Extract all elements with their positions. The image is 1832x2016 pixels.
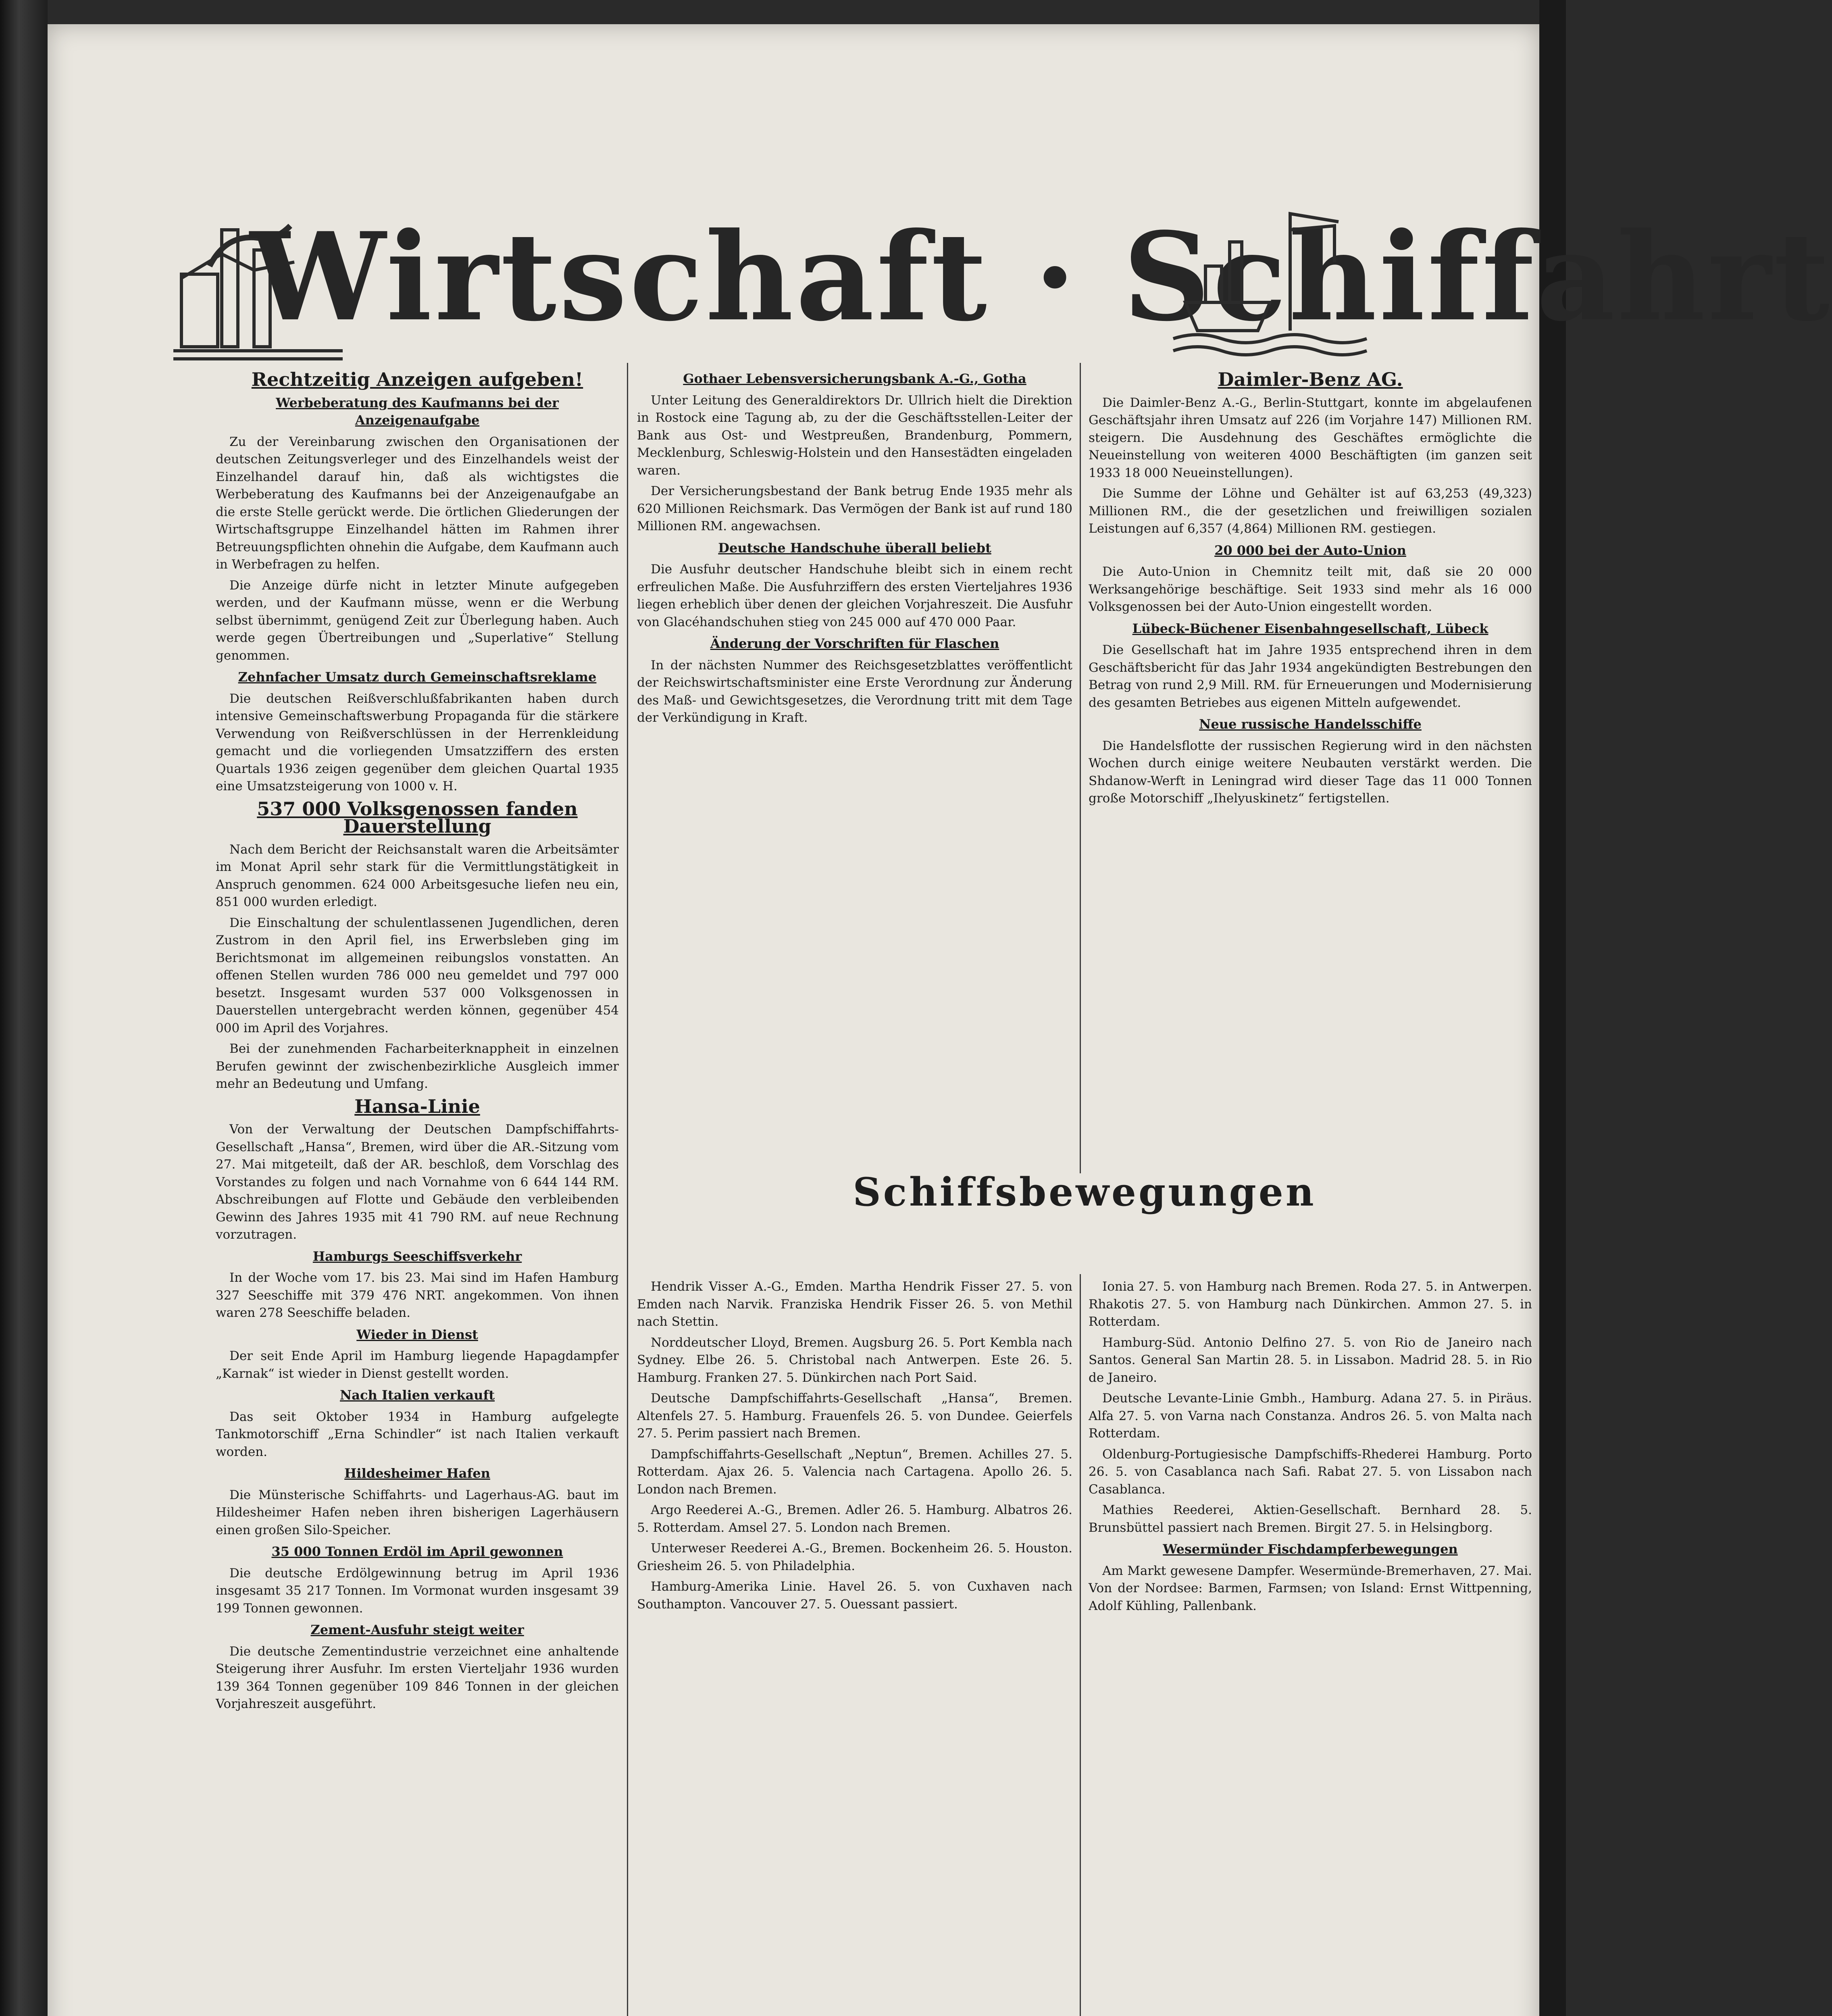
shipping-entry: Hendrik Visser A.-G., Emden. Martha Hendrik Fisser 27. 5. von Emden nach Narvik. Franziska Hendrik Fisser 26. 5. von Methil nach Stettin. <box>637 1279 1072 1329</box>
article-headline: Änderung der Vorschriften für Flaschen <box>710 636 999 651</box>
article-paragraph: Die Münsterische Schiffahrts- und Lagerhaus-AG. baut im Hildesheimer Hafen neben ihren bisherigen Lagerhäusern einen großen Silo-Speicher. <box>216 1487 619 1537</box>
article-headline: 35 000 Tonnen Erdöl im April gewonnen <box>271 1544 563 1559</box>
article-paragraph: Die deutsche Zementindustrie verzeichnet eine anhaltende Steigerung ihrer Ausfuhr. Im ersten Vierteljahr 1936 wurden 139 364 Tonnen gegenüber 109 846 Tonnen in der gleichen Vorjahreszeit ausgeführt. <box>216 1644 619 1711</box>
shipping-entry: Hamburg-Süd. Antonio Delfino 27. 5. von Rio de Janeiro nach Santos. General San Martin 28. 5. in Lissabon. Madrid 28. 5. in Rio de Janeiro. <box>1089 1335 1532 1385</box>
article-paragraph: Die Anzeige dürfe nicht in letzter Minute aufgegeben werden, und der Kaufmann müsse, wenn er die Werbung selbst übernimmt, genügend Zeit zur Überlegung haben. Auch werde gegen Übertreibungen und „Superlative“ Stellung genommen. <box>216 578 619 663</box>
shipping-column-right <box>1089 1278 1532 1618</box>
article-headline: Rechtzeitig Anzeigen aufgeben! <box>251 369 583 390</box>
article-paragraph: Nach dem Bericht der Reichsanstalt waren die Arbeitsämter im Monat April sehr stark für die Vermittlungstätigkeit in Anspruch genommen. 624 000 Arbeitsgesuche liefen neu ein, 851 000 wurden erledigt. <box>216 842 619 909</box>
article-paragraph: Die deutschen Reißverschlußfabrikanten haben durch intensive Gemeinschaftswerbung Propaganda für die stärkere Verwendung von Reißverschlüssen in der Herrenkleidung gemacht und die vorliegenden Umsatzziffern des ersten Quartals 1936 zeigen gegenüber dem gleichen Quartal 1935 eine Umsatzsteigerung von 1000 v. H. <box>216 691 619 793</box>
article-headline: Neue russische Handelsschiffe <box>1199 716 1422 732</box>
article-paragraph: Das seit Oktober 1934 in Hamburg aufgelegte Tankmotorschiff „Erna Schindler“ ist nach Italien verkauft worden. <box>216 1409 619 1459</box>
shipping-entry: Deutsche Dampfschiffahrts-Gesellschaft „Hansa“, Bremen. Altenfels 27. 5. Hamburg. Frauenfels 26. 5. von Dundee. Geierfels 27. 5. Perim passiert nach Bremen. <box>637 1391 1072 1441</box>
column-middle <box>637 366 1072 730</box>
article-headline: Zement-Ausfuhr steigt weiter <box>310 1622 524 1637</box>
article-paragraph: Bei der zunehmenden Facharbeiterknappheit in einzelnen Berufen gewinnt der zwischenbezirkliche Ausgleich immer mehr an Bedeutung und Umfang. <box>216 1041 619 1091</box>
article-subheadline: Werbeberatung des Kaufmanns bei der Anzeigenaufgabe <box>276 395 559 428</box>
shipping-entry: Deutsche Levante-Linie Gmbh., Hamburg. Adana 27. 5. in Piräus. Alfa 27. 5. von Varna nach Constanza. Andros 26. 5. von Malta nach Rotterdam. <box>1089 1391 1532 1441</box>
article-paragraph: Die Daimler-Benz A.-G., Berlin-Stuttgart, konnte im abgelaufenen Geschäftsjahr ihren Umsatz auf 226 (im Vorjahre 147) Millionen RM. steigern. Die Ausdehnung des Geschäftes ermöglichte die Neueinstellung von weiteren 4000 Beschäftigten (im ganzen seit 1933 18 000 Neueinstellungen). <box>1089 395 1532 480</box>
column-right <box>1089 366 1532 811</box>
column-left <box>216 366 619 1716</box>
shipping-entry: Am Markt gewesene Dampfer. Wesermünde-Bremerhaven, 27. Mai. Von der Nordsee: Barmen, Farmsen; von Island: Ernst Wittpenning, Adolf Kühling, Pallenbank. <box>1089 1563 1532 1613</box>
article-headline: Hamburgs Seeschiffsverkehr <box>312 1248 522 1264</box>
article-paragraph: Die Summe der Löhne und Gehälter ist auf 63,253 (49,323) Millionen RM., die der gesetzlichen und freiwilligen sozialen Leistungen auf 6,357 (4,864) Millionen RM. gestiegen. <box>1089 486 1532 536</box>
article-paragraph: Die Gesellschaft hat im Jahre 1935 entsprechend ihren in dem Geschäftsbericht für das Jahr 1934 angekündigten Bestrebungen den Betrag von rund 2,9 Mill. RM. für Erneuerungen und Modernisierung des gesamten Betriebes aus eigenen Mitteln aufgewendet. <box>1089 643 1532 710</box>
article-headline: Daimler-Benz AG. <box>1218 369 1403 390</box>
shipping-entry: Hamburg-Amerika Linie. Havel 26. 5. von Cuxhaven nach Southampton. Vancouver 27. 5. Ouessant passiert. <box>637 1579 1072 1612</box>
article-paragraph: Die Handelsflotte der russischen Regierung wird in den nächsten Wochen durch einige weitere Neubauten verstärkt werden. Die Shdanow-Werft in Leningrad wird dieser Tage das 11 000 Tonnen große Motorschiff „Ihelyuskinetz“ fertigstellen. <box>1089 738 1532 806</box>
masthead <box>173 190 1832 367</box>
article-headline: Wieder in Dienst <box>356 1327 478 1342</box>
ship-crane-illustration-icon <box>1173 198 1343 367</box>
shipping-entry: Norddeutscher Lloyd, Bremen. Augsburg 26. 5. Port Kembla nach Sydney. Elbe 26. 5. Christobal nach Antwerpen. Este 26. 5. Hamburg. Franken 27. 5. Dünkirchen nach Port Said. <box>637 1335 1072 1385</box>
book-binding <box>0 0 48 2016</box>
column-rule <box>1080 1274 1081 2016</box>
article-paragraph: Von der Verwaltung der Deutschen Dampfschiffahrts-Gesellschaft „Hansa“, Bremen, wird über die AR.-Sitzung vom 27. Mai mitgeteilt, daß der AR. beschloß, dem Vorschlag des Vorstandes zu folgen und nach Vornahme von 6 644 144 RM. Abschreibungen auf Flotte und Gebäude den verbleibenden Gewinn des Jahres 1935 mit 41 790 RM. auf neue Rechnung vorzutragen. <box>216 1122 619 1242</box>
column-rule <box>627 363 628 2016</box>
shipping-entry: Dampfschiffahrts-Gesellschaft „Neptun“, Bremen. Achilles 27. 5. Rotterdam. Ajax 26. 5. Valencia nach Cartagena. Apollo 26. 5. London nach Bremen. <box>637 1447 1072 1497</box>
article-paragraph: Die Auto-Union in Chemnitz teilt mit, daß sie 20 000 Werksangehörige beschäftige. Seit 1933 sind mehr als 16 000 Volksgenossen bei der Auto-Union eingestellt worden. <box>1089 564 1532 614</box>
article-paragraph: In der nächsten Nummer des Reichsgesetzblattes veröffentlicht der Reichswirtschaftsminister eine Erste Verordnung zur Änderung des Maß- und Gewichtsgesetzes, die Verordnung tritt mit dem Tage der Verkündigung in Kraft. <box>637 658 1072 725</box>
shipping-entry: Ionia 27. 5. von Hamburg nach Bremen. Roda 27. 5. in Antwerpen. Rhakotis 27. 5. von Hamburg nach Dünkirchen. Ammon 27. 5. in Rotterdam. <box>1089 1279 1532 1329</box>
article-headline: 20 000 bei der Auto-Union <box>1214 542 1406 558</box>
article-headline: Hansa-Linie <box>354 1095 480 1117</box>
shipping-section-title: Schiffsbewegungen <box>853 1169 1316 1215</box>
article-paragraph: Der Versicherungsbestand der Bank betrug Ende 1935 mehr als 620 Millionen Reichsmark. Das Vermögen der Bank ist auf rund 180 Millionen RM. angewachsen. <box>637 484 1072 533</box>
article-paragraph: Zu der Vereinbarung zwischen den Organisationen der deutschen Zeitungsverleger und des Einzelhandels weist der Einzelhandel darauf hin, daß als wichtigstes die Werbeberatung des Kaufmanns bei der Anzeigenaufgabe an die erste Stelle gerückt werde. Die örtlichen Gliederungen der Wirtschaftsgruppe Einzelhandel hätten im Rahmen ihrer Betreuungspflichten ohnehin die Aufgabe, dem Kaufmann auch in Werbefragen zu helfen. <box>216 434 619 572</box>
shipping-subheadline: Wesermünder Fischdampferbewegungen <box>1163 1541 1458 1557</box>
shipping-entry: Mathies Reederei, Aktien-Gesellschaft. Bernhard 28. 5. Brunsbüttel passiert nach Bremen. Birgit 27. 5. in Helsingborg. <box>1089 1503 1532 1535</box>
shipping-entry: Argo Reederei A.-G., Bremen. Adler 26. 5. Hamburg. Albatros 26. 5. Rotterdam. Amsel 27. 5. London nach Bremen. <box>637 1503 1072 1535</box>
article-paragraph: Der seit Ende April im Hamburg liegende Hapagdampfer „Karnak“ ist wieder in Dienst gestellt worden. <box>216 1349 619 1381</box>
article-headline: Nach Italien verkauft <box>340 1387 495 1403</box>
article-headline: Hildesheimer Hafen <box>344 1466 490 1481</box>
shipping-column-left <box>637 1278 1072 1616</box>
column-rule <box>1080 363 1081 1173</box>
shipping-entry: Unterweser Reederei A.-G., Bremen. Bockenheim 26. 5. Houston. Griesheim 26. 5. von Philadelphia. <box>637 1541 1072 1573</box>
shipping-entry: Oldenburg-Portugiesische Dampfschiffs-Rhederei Hamburg. Porto 26. 5. von Casablanca nach Safi. Rabat 27. 5. von Lissabon nach Casablanca. <box>1089 1447 1532 1497</box>
article-paragraph: Die deutsche Erdölgewinnung betrug im April 1936 insgesamt 35 217 Tonnen. Im Vormonat wurden insgesamt 39 199 Tonnen gewonnen. <box>216 1566 619 1616</box>
article-paragraph: Unter Leitung des Generaldirektors Dr. Ullrich hielt die Direktion in Rostock eine Tagung ab, zu der die Geschäftsstellen-Leiter der Bank aus Ost- und Westpreußen, Brandenburg, Pommern, Mecklenburg, Schleswig-Holstein und den Hansestädten eingeladen waren. <box>637 393 1072 478</box>
article-headline: Gothaer Lebensversicherungsbank A.-G., Gotha <box>683 371 1026 386</box>
article-headline: Deutsche Handschuhe überall beliebt <box>718 540 991 556</box>
article-paragraph: Die Einschaltung der schulentlassenen Jugendlichen, deren Zustrom in den April fiel, ins Erwerbsleben ging im Berichtsmonat im allgemeinen reibungslos vonstatten. An offenen Stellen wurden 786 000 neu gemeldet und 797 000 besetzt. Insgesamt wurden 537 000 Volksgenossen in Dauerstellen untergebracht werden können, gegenüber 454 000 im April des Vorjahres. <box>216 915 619 1035</box>
shipping-section-header <box>637 1169 1532 1215</box>
article-headline: Lübeck-Büchener Eisenbahngesellschaft, Lübeck <box>1132 621 1488 636</box>
article-paragraph: Die Ausfuhr deutscher Handschuhe bleibt sich in einem recht erfreulichen Maße. Die Ausfuhrziffern des ersten Vierteljahres 1936 liegen erheblich über denen der gleichen Vorjahreszeit. Die Ausfuhr von Glacéhandschuhen stieg von 245 000 auf 470 000 Paar. <box>637 562 1072 629</box>
article-headline: Zehnfacher Umsatz durch Gemeinschaftsreklame <box>238 669 597 685</box>
article-paragraph: In der Woche vom 17. bis 23. Mai sind im Hafen Hamburg 327 Seeschiffe mit 379 476 NRT. angekommen. Von ihnen waren 278 Seeschiffe beladen. <box>216 1270 619 1320</box>
masthead-title: Wirtschaft · Schiffahrt <box>250 206 1832 348</box>
article-headline: 537 000 Volksgenossen fanden Dauerstellung <box>257 798 578 837</box>
